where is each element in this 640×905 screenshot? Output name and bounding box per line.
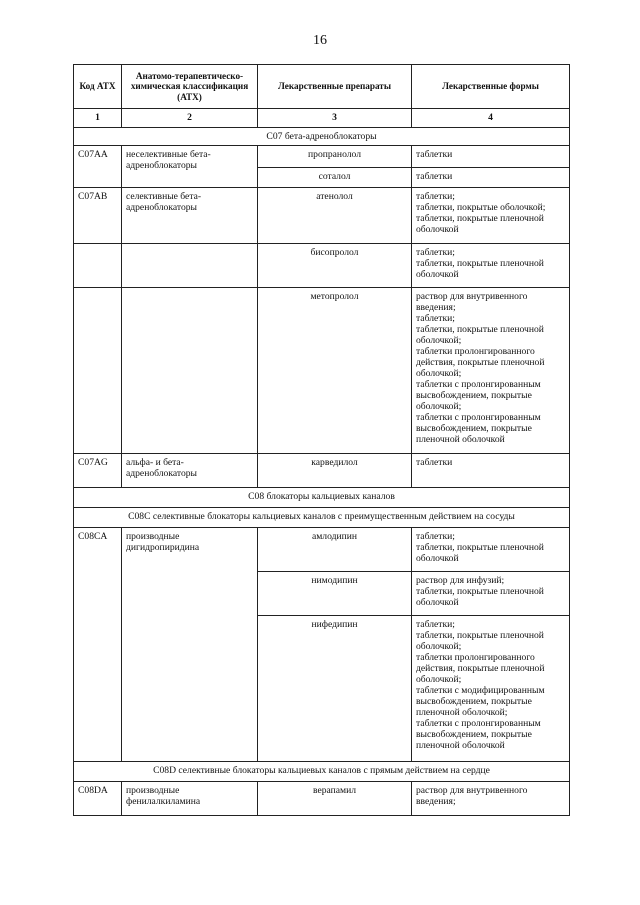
drug-name: соталол (258, 168, 412, 188)
atx-classification: неселективные бета-адреноблокаторы (122, 146, 258, 188)
column-number: 3 (258, 109, 412, 128)
drug-name: пропранолол (258, 146, 412, 168)
drug-forms: таблетки; таблетки, покрытые пленочной оболочкой; таблетки пролонгированного действия, покрытые пленочной оболочкой; таблетки с модифицированным высвобождением, покрытые пленочной оболочкой; таблетки с пролонгированным высвобождением, покрытые пленочной оболочкой (412, 616, 570, 762)
table-row (74, 146, 570, 168)
section-row (74, 762, 570, 782)
atx-code: C07AA (74, 146, 122, 188)
atx-drug-table (73, 64, 570, 816)
drug-name: верапамил (258, 782, 412, 816)
atx-classification: производные дигидропиридина (122, 528, 258, 762)
section-title-c08d: C08D селективные блокаторы кальциевых каналов с прямым действием на сердце (74, 762, 570, 782)
drug-name: амлодипин (258, 528, 412, 572)
drug-forms: таблетки; таблетки, покрытые оболочкой; таблетки, покрытые пленочной оболочкой (412, 188, 570, 244)
atx-code: C08CA (74, 528, 122, 762)
drug-forms: раствор для инфузий; таблетки, покрытые пленочной оболочкой (412, 572, 570, 616)
drug-forms: таблетки (412, 146, 570, 168)
table-row (74, 528, 570, 572)
empty-cell (122, 288, 258, 454)
column-number: 2 (122, 109, 258, 128)
drug-forms: таблетки; таблетки, покрытые пленочной оболочкой (412, 244, 570, 288)
table-row (74, 188, 570, 244)
header-forms: Лекарственные формы (412, 65, 570, 109)
page-number: 16 (313, 33, 327, 48)
table-row (74, 244, 570, 288)
column-number: 1 (74, 109, 122, 128)
table-header-row (74, 65, 570, 109)
column-number: 4 (412, 109, 570, 128)
drug-forms: раствор для внутривенного введения; (412, 782, 570, 816)
section-row (74, 488, 570, 508)
empty-cell (74, 288, 122, 454)
section-title-c08c: C08C селективные блокаторы кальциевых каналов с преимущественным действием на сосуды (74, 508, 570, 528)
atx-code: C08DA (74, 782, 122, 816)
drug-forms: таблетки (412, 168, 570, 188)
table-row (74, 454, 570, 488)
atx-classification: селективные бета-адреноблокаторы (122, 188, 258, 244)
table-row (74, 288, 570, 454)
drug-forms: раствор для внутривенного введения; таблетки; таблетки, покрытые пленочной оболочкой; таблетки пролонгированного действия, покрытые пленочной оболочкой; таблетки с пролонгированным высвобождением, покрытые оболочкой; таблетки с пролонгированным высвобождением, покрытые пленочной оболочкой (412, 288, 570, 454)
atx-classification: альфа- и бета-адреноблокаторы (122, 454, 258, 488)
atx-classification: производные фенилалкиламина (122, 782, 258, 816)
header-drugs: Лекарственные препараты (258, 65, 412, 109)
drug-name: карведилол (258, 454, 412, 488)
section-row (74, 508, 570, 528)
empty-cell (122, 244, 258, 288)
drug-name: нифедипин (258, 616, 412, 762)
atx-code: C07AB (74, 188, 122, 244)
drug-forms: таблетки; таблетки, покрытые пленочной оболочкой (412, 528, 570, 572)
section-title-c07: C07 бета-адреноблокаторы (74, 128, 570, 146)
section-title-c08: C08 блокаторы кальциевых каналов (74, 488, 570, 508)
drug-name: метопролол (258, 288, 412, 454)
header-classification: Анатомо-терапевтическо-химическая классификация (АТХ) (122, 65, 258, 109)
drug-name: атенолол (258, 188, 412, 244)
table-row (74, 782, 570, 816)
header-code: Код АТХ (74, 65, 122, 109)
column-number-row (74, 109, 570, 128)
drug-name: нимодипин (258, 572, 412, 616)
atx-code: C07AG (74, 454, 122, 488)
empty-cell (74, 244, 122, 288)
drug-name: бисопролол (258, 244, 412, 288)
drug-forms: таблетки (412, 454, 570, 488)
section-row (74, 128, 570, 146)
